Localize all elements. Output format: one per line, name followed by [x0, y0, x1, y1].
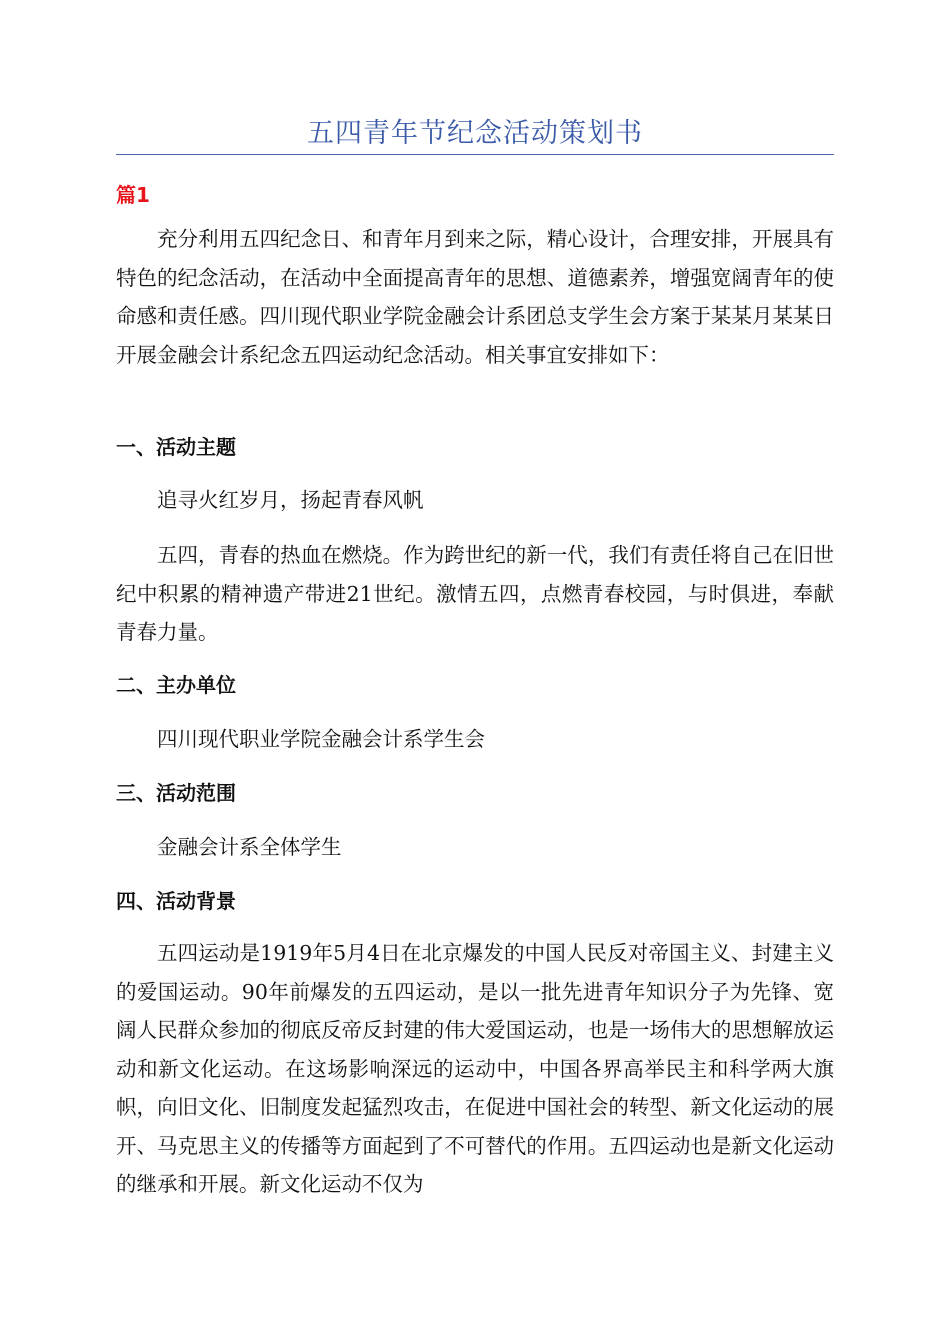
- theme-slogan: 追寻火红岁月，扬起青春风帆: [157, 488, 424, 512]
- theme-paragraph: 五四，青春的热血在燃烧。作为跨世纪的新一代，我们有责任将自己在旧世纪中积累的精神遗产带进21世纪。激情五四，点燃青春校园，与时俱进，奉献青春力量。: [116, 543, 834, 644]
- organizer-text: 四川现代职业学院金融会计系学生会: [157, 727, 485, 751]
- heading-theme: 一、活动主题: [116, 435, 236, 459]
- background-paragraph: 五四运动是1919年5月4日在北京爆发的中国人民反对帝国主义、封建主义的爱国运动。90年前爆发的五四运动，是以一批先进青年知识分子为先锋、宽阔人民群众参加的彻底反帝反封建的伟大爱国运动，也是一场伟大的思想解放运动和新文化运动。在这场影响深远的运动中，中国各界高举民主和科学两大旗帜，向旧文化、旧制度发起猛烈攻击，在促进中国社会的转型、新文化运动的展开、马克思主义的传播等方面起到了不可替代的作用。五四运动也是新文化运动的继承和开展。新文化运动不仅为: [116, 941, 834, 1196]
- scope-text: 金融会计系全体学生: [157, 835, 342, 859]
- heading-background: 四、活动背景: [116, 889, 236, 913]
- section-label: 篇1: [116, 183, 150, 207]
- heading-scope: 三、活动范围: [116, 781, 236, 805]
- heading-organizer: 二、主办单位: [116, 673, 236, 697]
- intro-paragraph: 充分利用五四纪念日、和青年月到来之际，精心设计，合理安排，开展具有特色的纪念活动，在活动中全面提高青年的思想、道德素养，增强宽阔青年的使命感和责任感。四川现代职业学院金融会计系团总支学生会方案于某某月某某日开展金融会计系纪念五四运动纪念活动。相关事宜安排如下：: [116, 227, 834, 367]
- title-underline: [116, 154, 834, 155]
- document-title: 五四青年节纪念活动策划书: [307, 118, 643, 149]
